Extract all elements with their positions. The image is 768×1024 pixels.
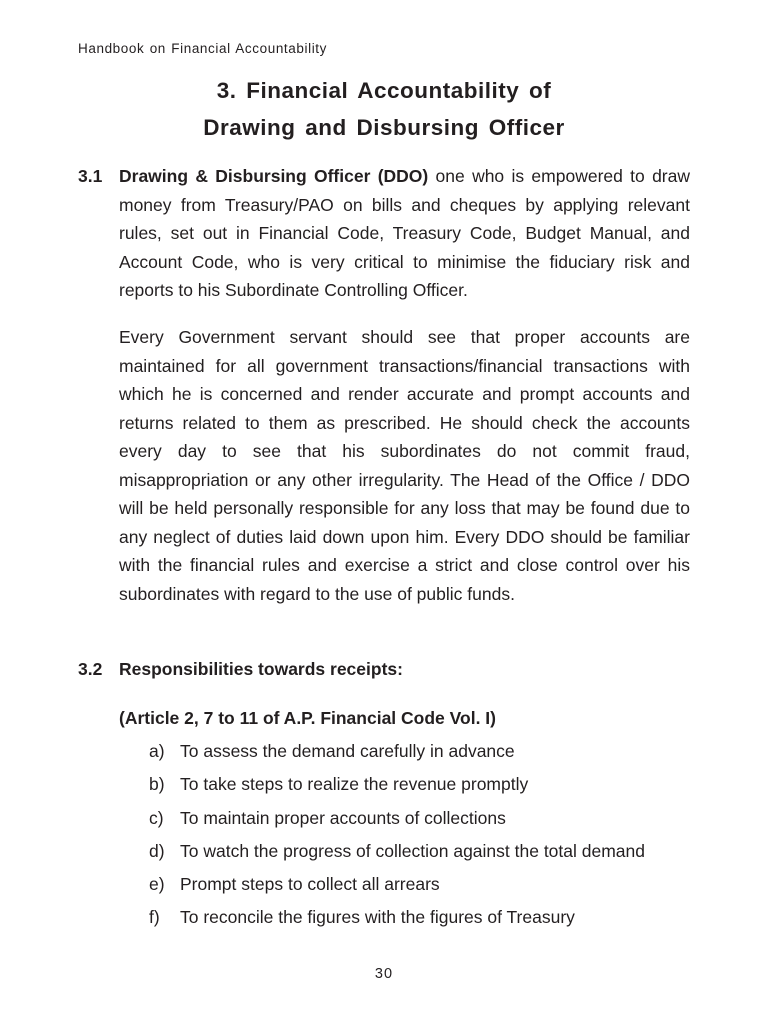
section-3-1-paragraph [119,162,690,305]
list-marker: e) [149,874,165,895]
chapter-title-line-1: 3. Financial Accountability of [216,78,552,103]
receipts-responsibilities-list [149,737,694,937]
list-item-text: To watch the progress of collection against the total demand [180,840,645,861]
running-head: Handbook on Financial Accountability [78,41,327,56]
list-item [149,870,694,903]
list-marker: f) [149,907,160,928]
list-item-text: Prompt steps to collect all arrears [180,874,440,895]
chapter-title-line-2: Drawing and Disbursing Officer [203,115,565,140]
list-item [149,804,694,837]
section-3-1-paragraph-2: Every Government servant should see that proper accounts are maintained for all government transactions/financial transactions with which he is concerned and render accurate and prompt accounts and returns related to them as prescribed. He should check the accounts every day to see that his subordinates do not commit fraud, misappropriation or any other irregularity. The Head of the Office / DDO will be held personally responsible for any loss that may be found due to any neglect of duties laid down upon him. Every DDO should be familiar with the financial rules and exercise a strict and close control over his subordinates with regard to the use of public funds. [119,327,690,604]
list-marker: d) [149,840,165,861]
list-item [149,770,694,803]
section-number: 3.2 [78,659,103,679]
list-item [149,737,694,770]
page-number: 30 [374,966,394,982]
chapter-title [0,72,768,146]
list-item-text: To take steps to realize the revenue promptly [180,774,529,795]
article-reference: (Article 2, 7 to 11 of A.P. Financial Code Vol. I) [119,708,496,728]
section-3-1-lead: Drawing & Disbursing Officer (DDO) [119,166,429,186]
list-item-text: To assess the demand carefully in advance [180,741,515,761]
list-item-text: To maintain proper accounts of collections [180,807,506,828]
list-marker: b) [149,774,165,795]
section-3-2 [78,655,690,684]
section-number: 3.1 [78,166,103,186]
list-item-text: To reconcile the figures with the figures of Treasury [180,907,575,928]
list-marker: c) [149,807,164,828]
list-marker: a) [149,741,165,761]
list-item [149,837,694,870]
section-3-1 [78,162,690,305]
section-3-2-heading: Responsibilities towards receipts: [119,659,403,679]
section-3-1-text: one who is empowered to draw money from Treasury/PAO on bills and cheques by applying relevant rules, set out in Financial Code, Treasury Code, Budget Manual, and Account Code, who is very critical to minimise the fiduciary risk and reports to his Subordinate Controlling Officer. [119,166,690,300]
list-item [149,903,694,936]
